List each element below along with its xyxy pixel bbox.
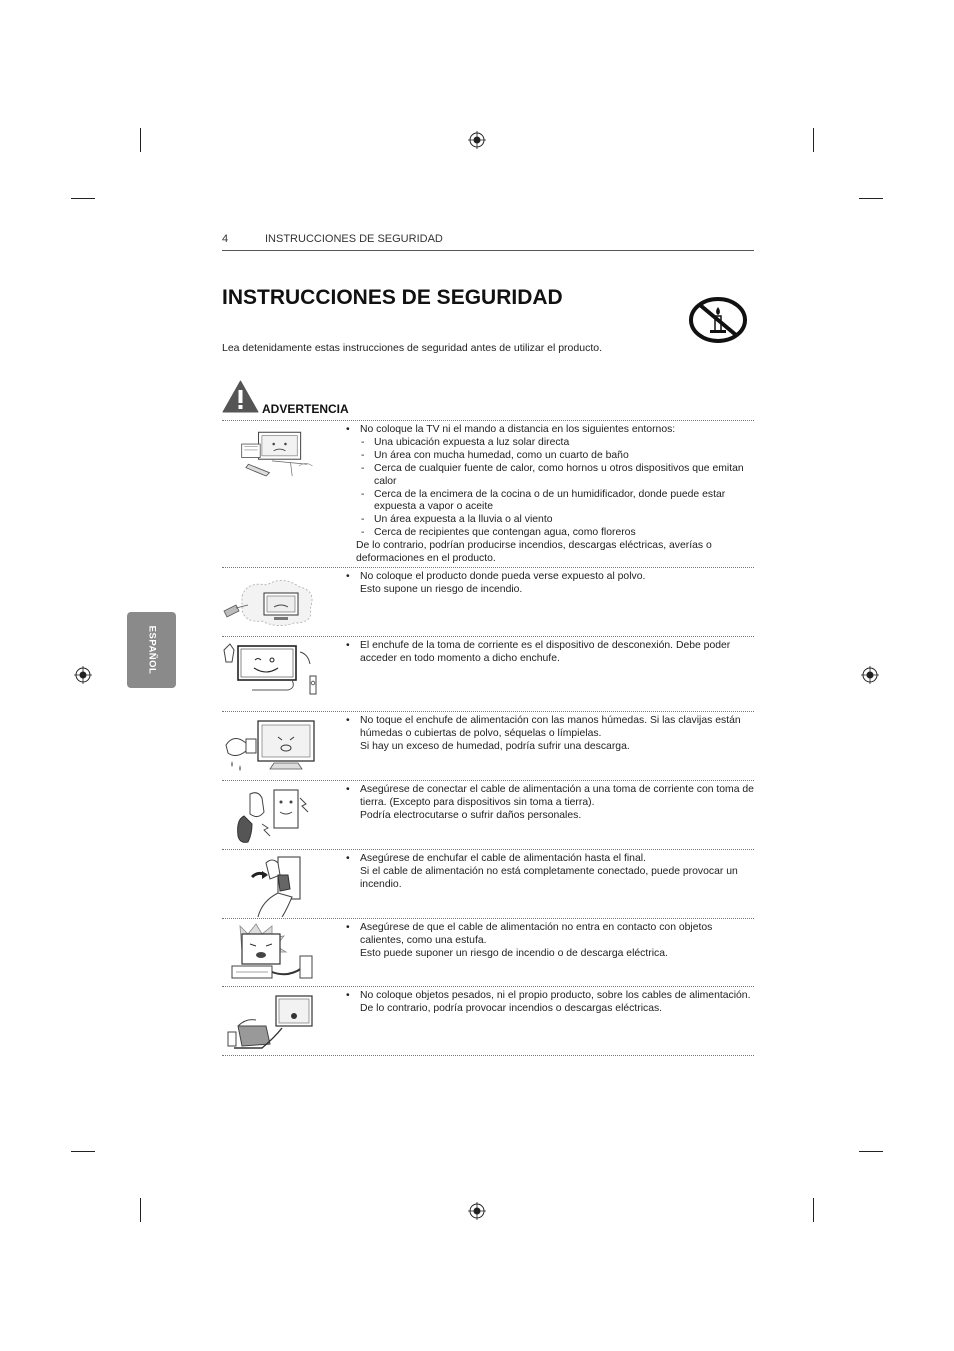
bullet-continuation: Si hay un exceso de humedad, podría sufrir una descarga.	[360, 740, 630, 752]
crop-mark	[859, 1151, 883, 1152]
bullet-continuation: Podría electrocutarse o sufrir daños personales.	[360, 809, 582, 821]
bullet-continuation: De lo contrario, podría provocar incendios o descargas eléctricas.	[360, 1002, 663, 1014]
no-open-flame-icon	[688, 296, 748, 344]
registration-mark-icon	[861, 666, 879, 684]
registration-mark-icon	[468, 1202, 486, 1220]
section-text	[346, 990, 754, 1016]
list-item: - Cerca de cualquier fuente de calor, como hornos u otros dispositivos que emitan calor	[346, 463, 754, 489]
dust-illustration	[222, 571, 317, 637]
grounded-outlet-illustration	[222, 784, 317, 850]
bullet-item: • Asegúrese de que el cable de alimentación no entra en contacto con objetos calientes, como una estufa.	[346, 922, 754, 948]
bullet-item: • Asegúrese de conectar el cable de alimentación a una toma de corriente con toma de tierra. (Excepto para dispositivos sin toma a tierra).	[346, 784, 754, 810]
list-item: - Cerca de la encimera de la cocina o de un humidificador, donde puede estar expuesta a vapor o aceite	[346, 489, 754, 515]
safety-section	[222, 420, 754, 568]
list-item: - Un área expuesta a la lluvia o al viento	[346, 514, 754, 527]
hot-object-illustration	[222, 922, 317, 988]
safety-section	[222, 636, 754, 712]
safety-section	[222, 711, 754, 781]
bullet-item: • No coloque la TV ni el mando a distancia en los siguientes entornos:	[346, 424, 754, 437]
bullet-item: • No coloque objetos pesados, ni el propio producto, sobre los cables de alimentación.	[346, 990, 754, 1003]
crop-mark	[813, 1198, 814, 1222]
safety-section	[222, 849, 754, 919]
section-text	[346, 853, 754, 892]
safety-section	[222, 780, 754, 850]
wet-hands-illustration	[222, 715, 317, 781]
bullet-continuation: Si el cable de alimentación no está completamente conectado, puede provocar un incendio.	[360, 865, 738, 890]
section-text	[346, 784, 754, 823]
plug-insertion-illustration	[222, 853, 317, 919]
crop-mark	[859, 198, 883, 199]
page-number: 4	[222, 233, 229, 245]
language-tab	[127, 612, 176, 688]
section-text	[346, 640, 754, 666]
tv-hazard-illustration	[240, 424, 320, 486]
bullet-item: • No coloque el producto donde pueda verse expuesto al polvo.	[346, 571, 754, 584]
language-tab-label: ESPAÑOL	[146, 625, 157, 675]
section-text	[346, 571, 754, 597]
bullet-item: • El enchufe de la toma de corriente es el dispositivo de desconexión. Debe poder acceder en todo momento a dicho enchufe.	[346, 640, 754, 666]
safety-section	[222, 567, 754, 637]
running-title: INSTRUCCIONES DE SEGURIDAD	[265, 233, 443, 245]
list-item: - Cerca de recipientes que contengan agua, como floreros	[346, 527, 754, 540]
section-text	[346, 424, 754, 566]
registration-mark-icon	[74, 666, 92, 684]
section-text	[346, 922, 754, 961]
header-divider	[222, 250, 754, 251]
list-item: - Una ubicación expuesta a luz solar directa	[346, 437, 754, 450]
plug-disconnect-illustration	[222, 640, 317, 706]
safety-section	[222, 986, 754, 1056]
warning-label: ADVERTENCIA	[262, 402, 349, 416]
crop-mark	[140, 1198, 141, 1222]
section-note: De lo contrario, podrían producirse incendios, descargas eléctricas, averías o deformaciones en el producto.	[356, 540, 712, 565]
page-title: INSTRUCCIONES DE SEGURIDAD	[222, 286, 563, 309]
safety-section	[222, 918, 754, 987]
list-item: - Un área con mucha humedad, como un cuarto de baño	[346, 450, 754, 463]
bullet-item: • No toque el enchufe de alimentación con las manos húmedas. Si las clavijas están húmedas o cubiertas de polvo, séquelas o límpielas.	[346, 715, 754, 741]
bullet-continuation: Esto supone un riesgo de incendio.	[360, 583, 523, 595]
bullet-item: • Asegúrese de enchufar el cable de alimentación hasta el final.	[346, 853, 754, 866]
bullet-continuation: Esto puede suponer un riesgo de incendio o de descarga eléctrica.	[360, 947, 668, 959]
crop-mark	[71, 1151, 95, 1152]
crop-mark	[71, 198, 95, 199]
crop-mark	[140, 128, 141, 152]
section-text	[346, 715, 754, 754]
registration-mark-icon	[468, 131, 486, 149]
warning-triangle-icon	[222, 380, 259, 413]
crop-mark	[813, 128, 814, 152]
heavy-object-on-cable-illustration	[222, 990, 317, 1056]
intro-text: Lea detenidamente estas instrucciones de seguridad antes de utilizar el producto.	[222, 342, 602, 354]
